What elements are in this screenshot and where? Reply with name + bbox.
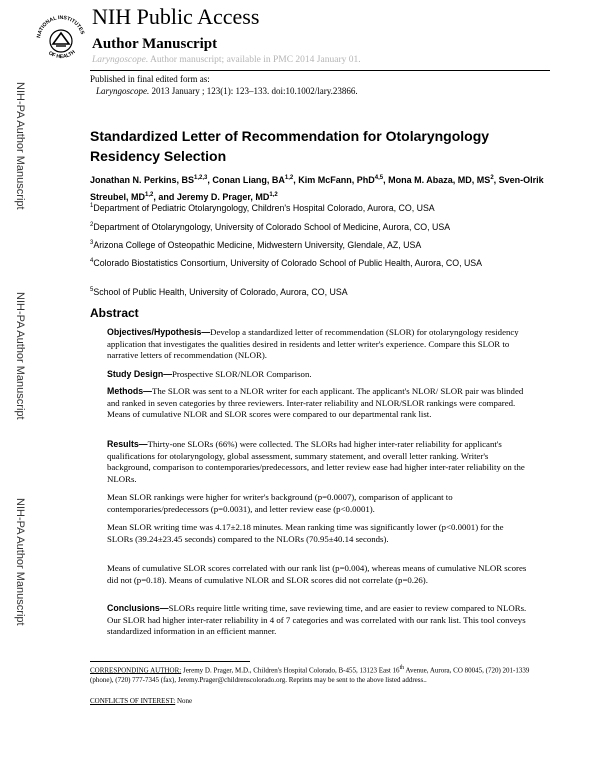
author: Conan Liang, BA (212, 175, 285, 185)
svg-text:NATIONAL INSTITUTES: NATIONAL INSTITUTES (36, 14, 86, 39)
abstract-paragraph: Mean SLOR rankings were higher for writer's background (p=0.0007), comparison of applicant to contemporaries/predecessors (p=0.0031), and letter review ease (p<0.0001). (107, 492, 453, 514)
header-meta: Laryngoscope. Author manuscript; available in PMC 2014 January 01. (92, 55, 361, 65)
author: Kim McFann, PhD (298, 175, 375, 185)
header-title: NIH Public Access (92, 4, 260, 29)
conflicts-note: CONFLICTS OF INTEREST: None (90, 697, 193, 705)
header-divider (90, 70, 550, 71)
corresponding-author-note: CORRESPONDING AUTHOR: Jeremy D. Prager, M.D., Children's Hospital Colorado, B-455, 13123 East 16th Avenue, Aurora, CO 80045, (720) 201-1339 (phone), (720) 777-7345 (fax), Jeremy.Prager@childrenscolorado.org. Reprints may be sent to the above listed address.. (90, 665, 530, 684)
svg-text:OF HEALTH: OF HEALTH (47, 49, 77, 61)
abstract-methods: Methods—The SLOR was sent to a NLOR writer for each applicant. The applicant's NLOR/ SLOR pair was blinded and ranked in seven categories by three reviewers. Inter-rater reliability and NLOR/SLOR rankings were compared. Means of cumulative NLOR and SLOR scores were compared to our departmental rank list. (107, 386, 524, 419)
affiliation: $^2$Department of Otolaryngology, University of Colorado School of Medicine, Aurora, CO, USA (90, 221, 451, 232)
abstract-paragraph: Mean SLOR writing time was 4.17±2.18 minutes. Mean ranking time was significantly lower (p<0.0001) for the SLORs (39.24±23.45 seconds) compared to the NLORs (70.95±40.14 seconds). (107, 522, 504, 544)
published-label: Published in final edited form as: (90, 74, 210, 84)
author-list: Jonathan N. Perkins, BS$^{1,2,3}$, Conan Liang, BA$^{1,2}$, Kim McFann, PhD$^{4,5}$, Mona M. Abaza, MD, $MS^2$, Sven-Olrik Streubel, MD$^{1,2}$, and Jeremy D. Prager, MD$^{1,2}$ (90, 175, 544, 202)
abstract-objectives: Objectives/Hypothesis—Develop a standardized letter of recommendation (SLOR) for otolaryngology residency application that investigates the qualities desired in residents and letter writer's experience. Compare this SLOR to narrative letters of recommendation (NLOR). (107, 327, 519, 360)
abstract-design: Study Design—Prospective SLOR/NLOR Comparison. (107, 369, 312, 379)
affiliation: $^1$Department of Pediatric Otolaryngology, Children's Hospital Colorado, Aurora, CO, USA (90, 202, 435, 213)
abstract-conclusions: Conclusions—SLORs require little writing time, save reviewing time, and are easier to review compared to NLORs. Our SLOR had higher inter-rater reliability in 4 of 7 categories and was correlated with our rank list. This tool conveys standardized information in an efficient manner. (107, 603, 527, 636)
sidebar-label-3: NIH-PA Author Manuscript (14, 498, 26, 626)
nih-logo (34, 6, 88, 68)
sidebar-label-1: NIH-PA Author Manuscript (14, 82, 26, 210)
author: Mona M. Abaza, MD, MS (388, 175, 491, 185)
abstract-heading: Abstract (90, 306, 139, 320)
affiliation: $^5$School of Public Health, University of Colorado, Aurora, CO, USA (90, 286, 348, 297)
author: Jeremy D. Prager, MD (176, 192, 270, 202)
abstract-results: Results—Thirty-one SLORs (66%) were collected. The SLORs had higher inter-rater reliability for applicant's qualifications for otolaryngology, global assessment, summary statement, and overall letter ranking. Writer's background, comparison to contemporaries/predecessors, and letter review ease had higher inter-rater reliability on the NLORs. (107, 439, 525, 484)
abstract-paragraph: Means of cumulative SLOR scores correlated with our rank list (p=0.004), whereas means of cumulative NLOR scores did not (p=0.18). Means of cumulative NLOR and SLOR scores did not correlate (p=0.26). (107, 563, 527, 585)
footnote-divider (90, 661, 250, 662)
affiliation: $^4$Colorado Biostatistics Consortium, University of Colorado School of Public Health, Aurora, CO, USA (90, 257, 483, 268)
citation: Laryngoscope. 2013 January ; 123(1): 123–133. doi:10.1002/lary.23866. (96, 86, 358, 96)
sidebar-label-2: NIH-PA Author Manuscript (14, 292, 26, 420)
affiliation: $^3$Arizona College of Osteopathic Medicine, Midwestern University, Glendale, AZ, USA (90, 239, 422, 250)
author: Sven-Olrik Streubel, MD (90, 175, 544, 202)
author: Jonathan N. Perkins, BS (90, 175, 195, 185)
paper-title: Standardized Letter of Recommendation for Otolaryngology Residency Selection (90, 128, 490, 164)
header-subtitle: Author Manuscript (92, 36, 218, 52)
